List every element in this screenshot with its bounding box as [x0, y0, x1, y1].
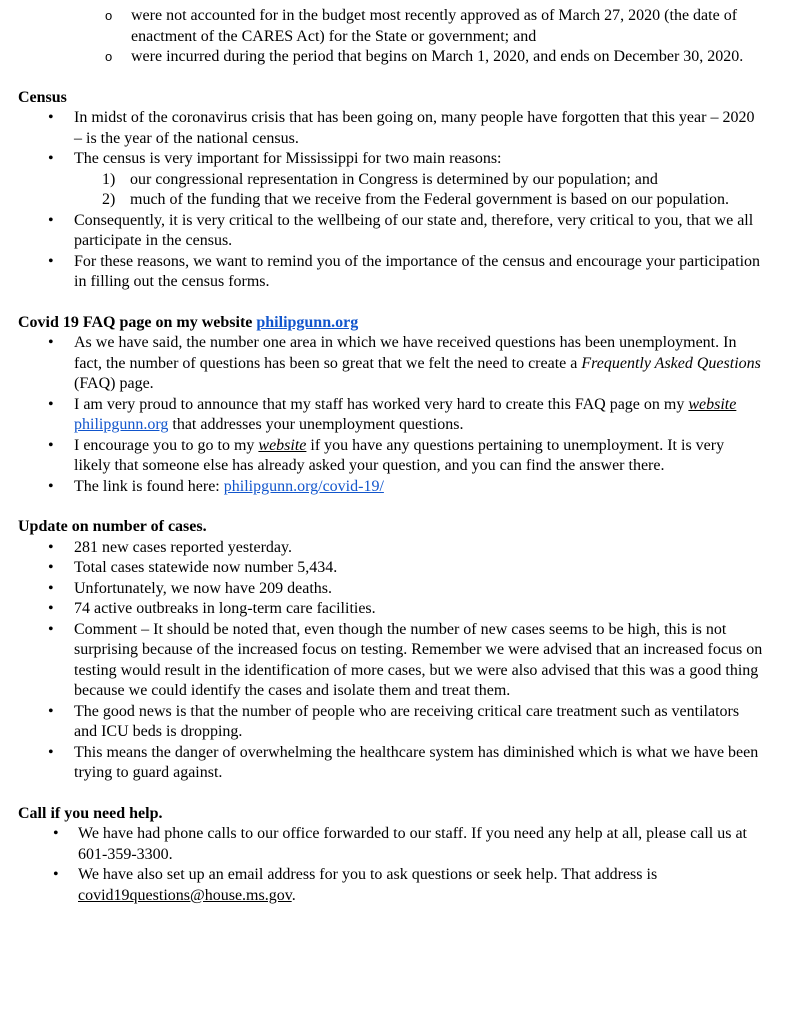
bullet-icon: •: [48, 743, 54, 761]
bullet-icon: •: [48, 436, 54, 454]
list-item-text: I encourage you to go to my: [74, 436, 255, 454]
circle-bullet-icon: o: [105, 8, 113, 23]
list-item-text: As we have said, the number one area in which we have received questions has been unemployment. In fact, the number of questions has been so great that we felt the need to create a: [74, 334, 737, 372]
bullet-icon: •: [53, 866, 59, 883]
census-section: [18, 88, 790, 293]
list-item: [18, 865, 768, 906]
list-item: [18, 538, 764, 559]
list-item-text: We have had phone calls to our office forwarded to our staff. If you need any help at all, please call us at 601-359-3300.: [78, 825, 747, 863]
website-word: website: [688, 395, 737, 413]
circle-bullet-icon: o: [105, 49, 113, 64]
bullet-icon: •: [48, 395, 54, 413]
list-item-text: Unfortunately, we now have 209 deaths.: [74, 579, 332, 597]
sub-item-text: were not accounted for in the budget most recently approved as of March 27, 2020 (the date of enactment of the CARES Act) for the State or government; and: [131, 7, 738, 45]
list-item: [18, 579, 764, 600]
cases-heading: Update on number of cases.: [18, 518, 207, 535]
faq-italic-term: Frequently Asked Questions: [581, 354, 761, 372]
list-item-text: In midst of the coronavirus crisis that has been going on, many people have forgotten that this year – 2020 – is the year of the national census.: [74, 109, 755, 147]
list-item: [18, 436, 764, 477]
list-item: [18, 108, 764, 149]
list-item-text: This means the danger of overwhelming the healthcare system has diminished which is what we have been trying to guard against.: [74, 743, 759, 781]
list-item-text: I am very proud to announce that my staff has worked very hard to create this FAQ page on my: [74, 395, 685, 413]
census-heading: Census: [18, 88, 67, 106]
list-item: [18, 558, 764, 579]
list-item-text: The link is found here:: [74, 477, 220, 495]
sub-item-text: were incurred during the period that begins on March 1, 2020, and ends on December 30, 2020.: [131, 48, 744, 65]
website-word-link[interactable]: website: [258, 436, 307, 454]
item-number: 2): [102, 191, 116, 208]
sub-item: [18, 47, 771, 68]
list-item: [18, 743, 764, 784]
bullet-icon: •: [48, 579, 54, 597]
numbered-item: [18, 170, 750, 191]
help-heading: Call if you need help.: [18, 804, 163, 822]
list-item: [18, 477, 764, 498]
cases-update-section: [18, 517, 790, 784]
faq-section: [18, 313, 790, 498]
list-item: [18, 149, 764, 170]
census-list: [18, 108, 790, 170]
item-number: 1): [102, 170, 116, 188]
faq-heading: [18, 313, 790, 334]
cases-list: [18, 538, 790, 784]
list-item-text-end: .: [291, 886, 296, 904]
list-item: [18, 211, 764, 252]
list-item-text: The census is very important for Mississippi for two main reasons:: [74, 150, 502, 167]
census-reasons-list: [18, 170, 790, 211]
bullet-icon: •: [53, 825, 59, 842]
list-item-text: Comment – It should be noted that, even though the number of new cases seems to be high, this is not surprising because of the increased focus on testing. Remember we were advised that an increased focus on testing would result in the identification of more cases, but we were also advised that this was a good thing because we could identify the cases and isolate them and treat them.: [74, 620, 763, 699]
top-sub-list: [18, 6, 790, 68]
list-item-text: Consequently, it is very critical to the wellbeing of our state and, therefore, very critical to you, that we all participate in the census.: [74, 211, 754, 249]
bullet-icon: •: [48, 150, 54, 167]
bullet-icon: •: [48, 252, 54, 270]
faq-heading-text: Covid 19 FAQ page on my website: [18, 313, 253, 331]
list-item-text-end: if you have any questions pertaining to unemployment. It is very likely that someone else has already asked your question, and you can find the answer there.: [74, 436, 725, 474]
bullet-icon: •: [48, 334, 54, 351]
list-item-text: 74 active outbreaks in long-term care facilities.: [74, 600, 376, 617]
list-item: [18, 252, 764, 293]
list-item: [18, 702, 764, 743]
faq-list: [18, 333, 790, 497]
list-item-text: 281 new cases reported yesterday.: [74, 538, 292, 556]
list-item-text: For these reasons, we want to remind you of the importance of the census and encourage your participation in filling out the census forms.: [74, 252, 761, 290]
list-item: [18, 333, 764, 395]
covid-faq-link[interactable]: philipgunn.org/covid-19/: [223, 477, 384, 495]
bullet-icon: •: [48, 477, 54, 495]
help-section: [18, 804, 790, 907]
list-item: [18, 599, 764, 620]
numbered-item-text: much of the funding that we receive from the Federal government is based on our population.: [130, 191, 729, 208]
bullet-icon: •: [48, 620, 54, 638]
list-item: [18, 395, 764, 436]
list-item: [18, 824, 768, 865]
list-item-text-end: that addresses your unemployment questions.: [172, 416, 464, 433]
website-link[interactable]: philipgunn.org: [74, 416, 169, 433]
numbered-item: [18, 190, 750, 211]
list-item-text: Total cases statewide now number 5,434.: [74, 559, 338, 576]
list-item-text-end: (FAQ) page.: [74, 375, 154, 392]
list-item-text: We have also set up an email address for you to ask questions or seek help. That address is: [78, 866, 658, 883]
website-heading-link[interactable]: philipgunn.org: [256, 313, 359, 331]
bullet-icon: •: [48, 538, 54, 556]
bullet-icon: •: [48, 109, 54, 126]
list-item: [18, 620, 764, 702]
numbered-item-text: our congressional representation in Congress is determined by our population; and: [130, 170, 658, 188]
census-list-continued: [18, 211, 790, 293]
list-item-text: The good news is that the number of people who are receiving critical care treatment such as ventilators and ICU beds is dropping.: [74, 702, 740, 740]
bullet-icon: •: [48, 559, 54, 576]
bullet-icon: •: [48, 211, 54, 229]
email-link[interactable]: covid19questions@house.ms.gov: [78, 886, 292, 904]
bullet-icon: •: [48, 702, 54, 720]
help-list: [18, 824, 790, 906]
sub-item: [18, 6, 771, 47]
bullet-icon: •: [48, 600, 54, 617]
